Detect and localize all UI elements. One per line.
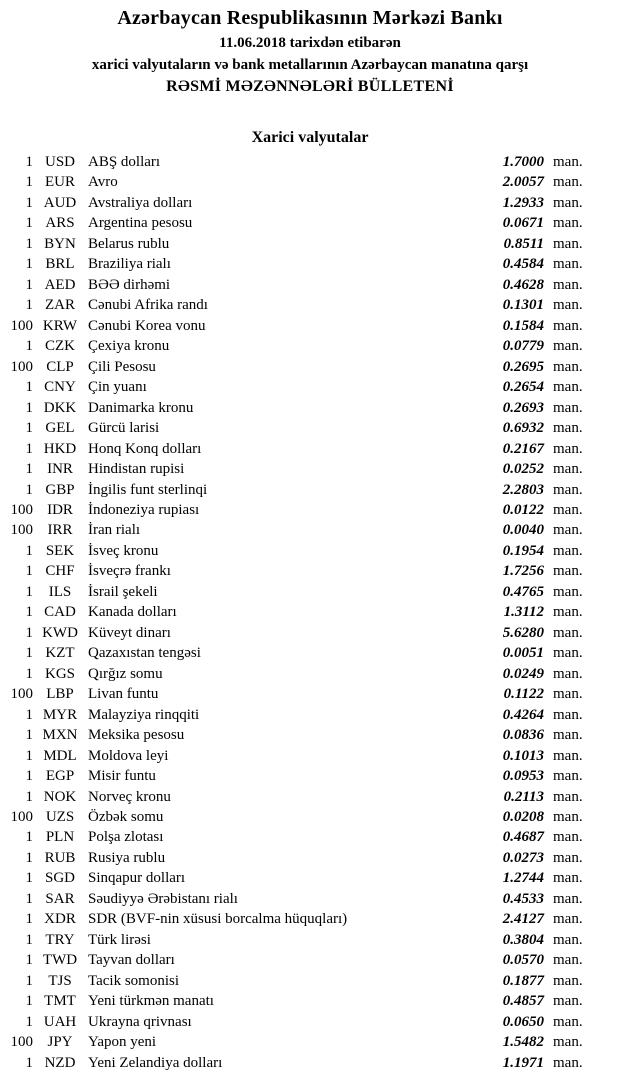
currency-row <box>0 541 588 561</box>
currency-row <box>0 254 588 274</box>
quantity-cell: 1 <box>25 788 33 805</box>
currency-name-cell: Gürcü larisi <box>88 420 160 437</box>
unit-cell: man. <box>553 747 583 764</box>
currency-code-cell: EGP <box>45 768 75 785</box>
currency-name-cell: Ukrayna qrivnası <box>88 1013 192 1030</box>
currency-name-cell: Misir funtu <box>88 768 156 785</box>
unit-cell: man. <box>553 727 583 744</box>
currency-row <box>0 418 588 438</box>
unit-cell: man. <box>553 583 583 600</box>
currency-row <box>0 193 588 213</box>
currency-row <box>0 725 588 745</box>
currency-name-cell: Moldova leyi <box>88 747 169 764</box>
currency-name-cell: Rusiya rublu <box>88 849 166 866</box>
rate-cell: 1.2933 <box>502 194 544 211</box>
currency-name-cell: Braziliya rialı <box>88 256 171 273</box>
quantity-cell: 1 <box>25 235 33 252</box>
quantity-cell: 1 <box>25 829 33 846</box>
currency-row <box>0 1012 588 1032</box>
currency-code-cell: PLN <box>45 829 75 846</box>
rate-cell: 0.8511 <box>503 235 544 252</box>
quantity-cell: 100 <box>10 358 33 375</box>
currency-code-cell: IRR <box>47 522 73 539</box>
currency-name-cell: Yeni Zelandiya dolları <box>88 1054 223 1071</box>
rate-cell: 0.2695 <box>502 358 544 375</box>
currency-code-cell: KRW <box>42 317 78 334</box>
bulletin-title: RƏSMİ MƏZƏNNƏLƏRİ BÜLLETENİ <box>166 78 454 95</box>
quantity-cell: 1 <box>25 194 33 211</box>
currency-row <box>0 295 588 315</box>
currency-code-cell: JPY <box>47 1034 73 1051</box>
unit-cell: man. <box>553 297 583 314</box>
unit-cell: man. <box>553 972 583 989</box>
currency-row <box>0 787 588 807</box>
currency-name-cell: Honq Konq dolları <box>88 440 202 457</box>
unit-cell: man. <box>553 952 583 969</box>
rate-cell: 1.2744 <box>502 870 544 887</box>
unit-cell: man. <box>553 317 583 334</box>
currency-code-cell: CNY <box>44 379 76 396</box>
quantity-cell: 1 <box>25 665 33 682</box>
currency-name-cell: İngilis funt sterlinqi <box>88 481 208 498</box>
currency-code-cell: UZS <box>45 809 75 825</box>
currency-name-cell: Sinqapur dolları <box>88 870 186 887</box>
currency-row <box>0 889 588 909</box>
quantity-cell: 1 <box>25 849 33 866</box>
unit-cell: man. <box>553 686 583 703</box>
rate-cell: 1.5482 <box>502 1034 544 1051</box>
currency-name-cell: Danimarka kronu <box>88 399 194 416</box>
section-title-foreign-currencies: Xarici valyutalar <box>251 129 369 146</box>
rate-cell: 1.1971 <box>502 1054 544 1071</box>
unit-cell: man. <box>553 890 583 907</box>
currency-code-cell: BYN <box>44 235 76 252</box>
quantity-cell: 1 <box>25 706 33 723</box>
quantity-cell: 1 <box>25 645 33 662</box>
currency-code-cell: GBP <box>45 481 75 498</box>
quantity-cell: 1 <box>25 890 33 907</box>
currency-row <box>0 848 588 868</box>
currency-code-cell: RUB <box>44 849 76 866</box>
currency-row <box>0 561 588 581</box>
quantity-cell: 1 <box>25 297 33 314</box>
rate-cell: 0.0208 <box>502 809 544 825</box>
rate-cell: 0.4264 <box>502 706 544 723</box>
currency-row <box>0 602 588 622</box>
quantity-cell: 1 <box>25 1013 33 1030</box>
rate-cell: 2.2803 <box>502 481 544 498</box>
currency-name-cell: Avstraliya dolları <box>88 194 193 211</box>
unit-cell: man. <box>553 1013 583 1030</box>
currency-code-cell: EUR <box>45 174 75 191</box>
currency-row <box>0 643 588 663</box>
currency-name-cell: BƏƏ dirhəmi <box>88 276 171 293</box>
quantity-cell: 1 <box>25 931 33 948</box>
unit-cell: man. <box>553 154 583 170</box>
quantity-cell: 1 <box>25 563 33 580</box>
currency-name-cell: Norveç kronu <box>88 788 171 805</box>
rate-cell: 0.1877 <box>502 972 544 989</box>
quantity-cell: 1 <box>25 604 33 621</box>
currency-row <box>0 1032 588 1052</box>
quantity-cell: 1 <box>25 420 33 437</box>
currency-code-cell: INR <box>47 461 73 478</box>
unit-cell: man. <box>553 522 583 539</box>
currency-row <box>0 766 588 786</box>
currency-code-cell: CZK <box>45 338 75 355</box>
rate-cell: 0.4533 <box>502 890 544 907</box>
unit-cell: man. <box>553 501 583 518</box>
rate-cell: 1.7000 <box>502 154 544 170</box>
unit-cell: man. <box>553 1054 583 1071</box>
currency-name-cell: Meksika pesosu <box>88 727 185 744</box>
quantity-cell: 1 <box>25 624 33 641</box>
rate-cell: 0.4628 <box>502 276 544 293</box>
currency-code-cell: MXN <box>42 727 78 744</box>
effective-date-line: 11.06.2018 tarixdən etibarən <box>219 35 401 51</box>
rate-cell: 0.0671 <box>502 215 544 232</box>
currency-code-cell: LBP <box>46 686 74 703</box>
currency-name-cell: ABŞ dolları <box>88 154 161 170</box>
currency-row <box>0 623 588 643</box>
currency-code-cell: SAR <box>45 890 75 907</box>
currency-row <box>0 664 588 684</box>
quantity-cell: 1 <box>25 870 33 887</box>
currency-row <box>0 234 588 254</box>
quantity-cell: 1 <box>25 972 33 989</box>
currency-code-cell: NOK <box>43 788 77 805</box>
quantity-cell: 1 <box>25 174 33 191</box>
rate-cell: 0.4687 <box>502 829 544 846</box>
unit-cell: man. <box>553 931 583 948</box>
currency-name-cell: Kanada dolları <box>88 604 177 621</box>
currency-row <box>0 480 588 500</box>
unit-cell: man. <box>553 440 583 457</box>
currency-name-cell: Özbək somu <box>88 809 164 825</box>
rate-cell: 0.0040 <box>502 522 544 539</box>
currency-row <box>0 971 588 991</box>
currency-row <box>0 950 588 970</box>
currency-name-cell: Polşa zlotası <box>88 829 164 846</box>
currency-code-cell: AUD <box>43 194 77 211</box>
currency-row <box>0 1053 588 1073</box>
currency-name-cell: Səudiyyə Ərəbistanı rialı <box>88 890 238 907</box>
currency-name-cell: Belarus rublu <box>88 235 170 252</box>
currency-name-cell: İsveç kronu <box>88 542 159 559</box>
rate-cell: 0.0122 <box>502 501 544 518</box>
unit-cell: man. <box>553 379 583 396</box>
rate-cell: 1.7256 <box>502 563 544 580</box>
quantity-cell: 100 <box>10 317 33 334</box>
unit-cell: man. <box>553 256 583 273</box>
rate-cell: 0.2167 <box>502 440 544 457</box>
unit-cell: man. <box>553 624 583 641</box>
currency-code-cell: USD <box>44 154 75 170</box>
rate-cell: 0.2693 <box>502 399 544 416</box>
currency-name-cell: Malayziya rinqqiti <box>88 706 200 723</box>
currency-code-cell: KGS <box>44 665 75 682</box>
bank-name-title: Azərbaycan Respublikasının Mərkəzi Bankı <box>117 7 503 29</box>
unit-cell: man. <box>553 911 583 928</box>
currency-name-cell: Küveyt dinarı <box>88 624 171 641</box>
rate-cell: 0.0836 <box>502 727 544 744</box>
currency-row <box>0 827 588 847</box>
currency-row <box>0 152 588 172</box>
currency-row <box>0 930 588 950</box>
currency-row <box>0 746 588 766</box>
unit-cell: man. <box>553 768 583 785</box>
quantity-cell: 1 <box>25 481 33 498</box>
rate-cell: 0.4765 <box>502 583 544 600</box>
rate-cell: 0.1301 <box>502 297 544 314</box>
quantity-cell: 1 <box>25 747 33 764</box>
currency-name-cell: Cənubi Korea vonu <box>88 317 206 334</box>
unit-cell: man. <box>553 788 583 805</box>
currency-name-cell: Livan funtu <box>88 686 159 703</box>
quantity-cell: 1 <box>25 952 33 969</box>
unit-cell: man. <box>553 993 583 1010</box>
currency-name-cell: Avro <box>88 174 118 191</box>
rate-cell: 0.6932 <box>502 420 544 437</box>
subtitle-line: xarici valyutaların və bank metallarının Azərbaycan manatına qarşı <box>91 57 529 73</box>
currency-code-cell: SEK <box>45 542 75 559</box>
currency-row <box>0 705 588 725</box>
unit-cell: man. <box>553 665 583 682</box>
rate-cell: 0.4857 <box>502 993 544 1010</box>
rate-cell: 0.0570 <box>502 952 544 969</box>
rate-cell: 0.0249 <box>502 665 544 682</box>
currency-name-cell: Cənubi Afrika randı <box>88 297 208 314</box>
currency-name-cell: Tayvan dolları <box>88 952 175 969</box>
currency-code-cell: CAD <box>44 604 76 621</box>
quantity-cell: 1 <box>25 911 33 928</box>
unit-cell: man. <box>553 809 583 825</box>
quantity-cell: 1 <box>25 399 33 416</box>
currency-code-cell: UAH <box>43 1013 77 1030</box>
rate-cell: 0.0051 <box>502 645 544 662</box>
quantity-cell: 100 <box>10 522 33 539</box>
unit-cell: man. <box>553 420 583 437</box>
quantity-cell: 1 <box>25 583 33 600</box>
currency-name-cell: İran rialı <box>88 522 141 539</box>
quantity-cell: 1 <box>25 768 33 785</box>
currency-code-cell: KWD <box>42 624 78 641</box>
rate-cell: 1.3112 <box>503 604 544 621</box>
rate-cell: 0.1013 <box>502 747 544 764</box>
currency-row <box>0 316 588 336</box>
currency-name-cell: İsveçrə frankı <box>88 563 171 580</box>
quantity-cell: 1 <box>25 727 33 744</box>
unit-cell: man. <box>553 194 583 211</box>
unit-cell: man. <box>553 215 583 232</box>
currency-name-cell: Tacik somonisi <box>88 972 180 989</box>
rate-cell: 0.0252 <box>502 461 544 478</box>
currency-code-cell: HKD <box>43 440 77 457</box>
currency-row <box>0 398 588 418</box>
currency-code-cell: SGD <box>44 870 75 887</box>
currency-code-cell: KZT <box>45 645 75 662</box>
quantity-cell: 1 <box>25 1054 33 1071</box>
quantity-cell: 1 <box>25 215 33 232</box>
currency-code-cell: TWD <box>42 952 78 969</box>
rate-cell: 0.0273 <box>502 849 544 866</box>
currency-row <box>0 868 588 888</box>
unit-cell: man. <box>553 338 583 355</box>
quantity-cell: 1 <box>25 338 33 355</box>
rate-cell: 5.6280 <box>502 624 544 641</box>
quantity-cell: 100 <box>10 501 33 518</box>
rate-cell: 0.1954 <box>502 542 544 559</box>
unit-cell: man. <box>553 174 583 191</box>
currency-code-cell: ILS <box>48 583 72 600</box>
rate-cell: 2.0057 <box>502 174 544 191</box>
unit-cell: man. <box>553 706 583 723</box>
quantity-cell: 1 <box>25 993 33 1010</box>
currency-code-cell: DKK <box>43 399 77 416</box>
currency-code-cell: CLP <box>46 358 74 375</box>
currency-code-cell: AED <box>44 276 76 293</box>
currency-code-cell: XDR <box>44 911 76 928</box>
rate-cell: 0.2654 <box>502 379 544 396</box>
unit-cell: man. <box>553 829 583 846</box>
currency-code-cell: TJS <box>48 972 72 989</box>
currency-row <box>0 357 588 377</box>
currency-name-cell: Yapon yeni <box>88 1034 157 1051</box>
unit-cell: man. <box>553 276 583 293</box>
currency-code-cell: CHF <box>45 563 75 580</box>
currency-name-cell: Argentina pesosu <box>88 215 193 232</box>
currency-code-cell: ARS <box>45 215 75 232</box>
currency-rates-table <box>0 152 620 1073</box>
currency-code-cell: TRY <box>45 931 75 948</box>
currency-code-cell: BRL <box>45 256 75 273</box>
unit-cell: man. <box>553 870 583 887</box>
unit-cell: man. <box>553 645 583 662</box>
currency-name-cell: Çexiya kronu <box>88 338 170 355</box>
unit-cell: man. <box>553 461 583 478</box>
unit-cell: man. <box>553 1034 583 1051</box>
currency-row <box>0 807 588 827</box>
currency-name-cell: Yeni türkmən manatı <box>88 993 214 1010</box>
currency-name-cell: Çili Pesosu <box>88 358 156 375</box>
currency-row <box>0 439 588 459</box>
rate-cell: 0.2113 <box>503 788 544 805</box>
quantity-cell: 100 <box>10 686 33 703</box>
quantity-cell: 100 <box>10 809 33 825</box>
currency-code-cell: GEL <box>45 420 75 437</box>
rate-cell: 2.4127 <box>502 911 544 928</box>
currency-name-cell: İsrail şekeli <box>88 583 158 600</box>
rate-cell: 0.0953 <box>502 768 544 785</box>
currency-name-cell: İndoneziya rupiası <box>88 501 200 518</box>
currency-row <box>0 520 588 540</box>
unit-cell: man. <box>553 849 583 866</box>
unit-cell: man. <box>553 399 583 416</box>
quantity-cell: 1 <box>25 154 33 170</box>
unit-cell: man. <box>553 542 583 559</box>
unit-cell: man. <box>553 563 583 580</box>
rate-cell: 0.3804 <box>502 931 544 948</box>
currency-row <box>0 275 588 295</box>
currency-row <box>0 991 588 1011</box>
quantity-cell: 1 <box>25 379 33 396</box>
rate-cell: 0.0650 <box>502 1013 544 1030</box>
currency-row <box>0 459 588 479</box>
currency-name-cell: Qırğız somu <box>88 665 163 682</box>
currency-code-cell: ZAR <box>45 297 75 314</box>
quantity-cell: 1 <box>25 542 33 559</box>
currency-code-cell: TMT <box>44 993 76 1010</box>
currency-row <box>0 500 588 520</box>
currency-code-cell: NZD <box>44 1054 76 1071</box>
currency-name-cell: Qazaxıstan tengəsi <box>88 645 201 662</box>
unit-cell: man. <box>553 604 583 621</box>
currency-name-cell: Çin yuanı <box>88 379 147 396</box>
unit-cell: man. <box>553 481 583 498</box>
rate-cell: 0.1122 <box>503 686 544 703</box>
currency-row <box>0 336 588 356</box>
currency-code-cell: IDR <box>47 501 73 518</box>
currency-name-cell: Türk lirəsi <box>88 931 151 948</box>
rate-cell: 0.4584 <box>502 256 544 273</box>
quantity-cell: 100 <box>10 1034 33 1051</box>
currency-row <box>0 213 588 233</box>
quantity-cell: 1 <box>25 276 33 293</box>
unit-cell: man. <box>553 235 583 252</box>
rate-cell: 0.0779 <box>502 338 544 355</box>
currency-name-cell: Hindistan rupisi <box>88 461 185 478</box>
quantity-cell: 1 <box>25 461 33 478</box>
currency-row <box>0 684 588 704</box>
currency-row <box>0 909 588 929</box>
currency-name-cell: SDR (BVF-nin xüsusi borcalma hüquqları) <box>88 911 348 928</box>
quantity-cell: 1 <box>25 440 33 457</box>
currency-code-cell: MDL <box>43 747 77 764</box>
quantity-cell: 1 <box>25 256 33 273</box>
currency-row <box>0 582 588 602</box>
currency-code-cell: MYR <box>42 706 78 723</box>
currency-row <box>0 172 588 192</box>
currency-row <box>0 377 588 397</box>
unit-cell: man. <box>553 358 583 375</box>
rate-cell: 0.1584 <box>502 317 544 334</box>
